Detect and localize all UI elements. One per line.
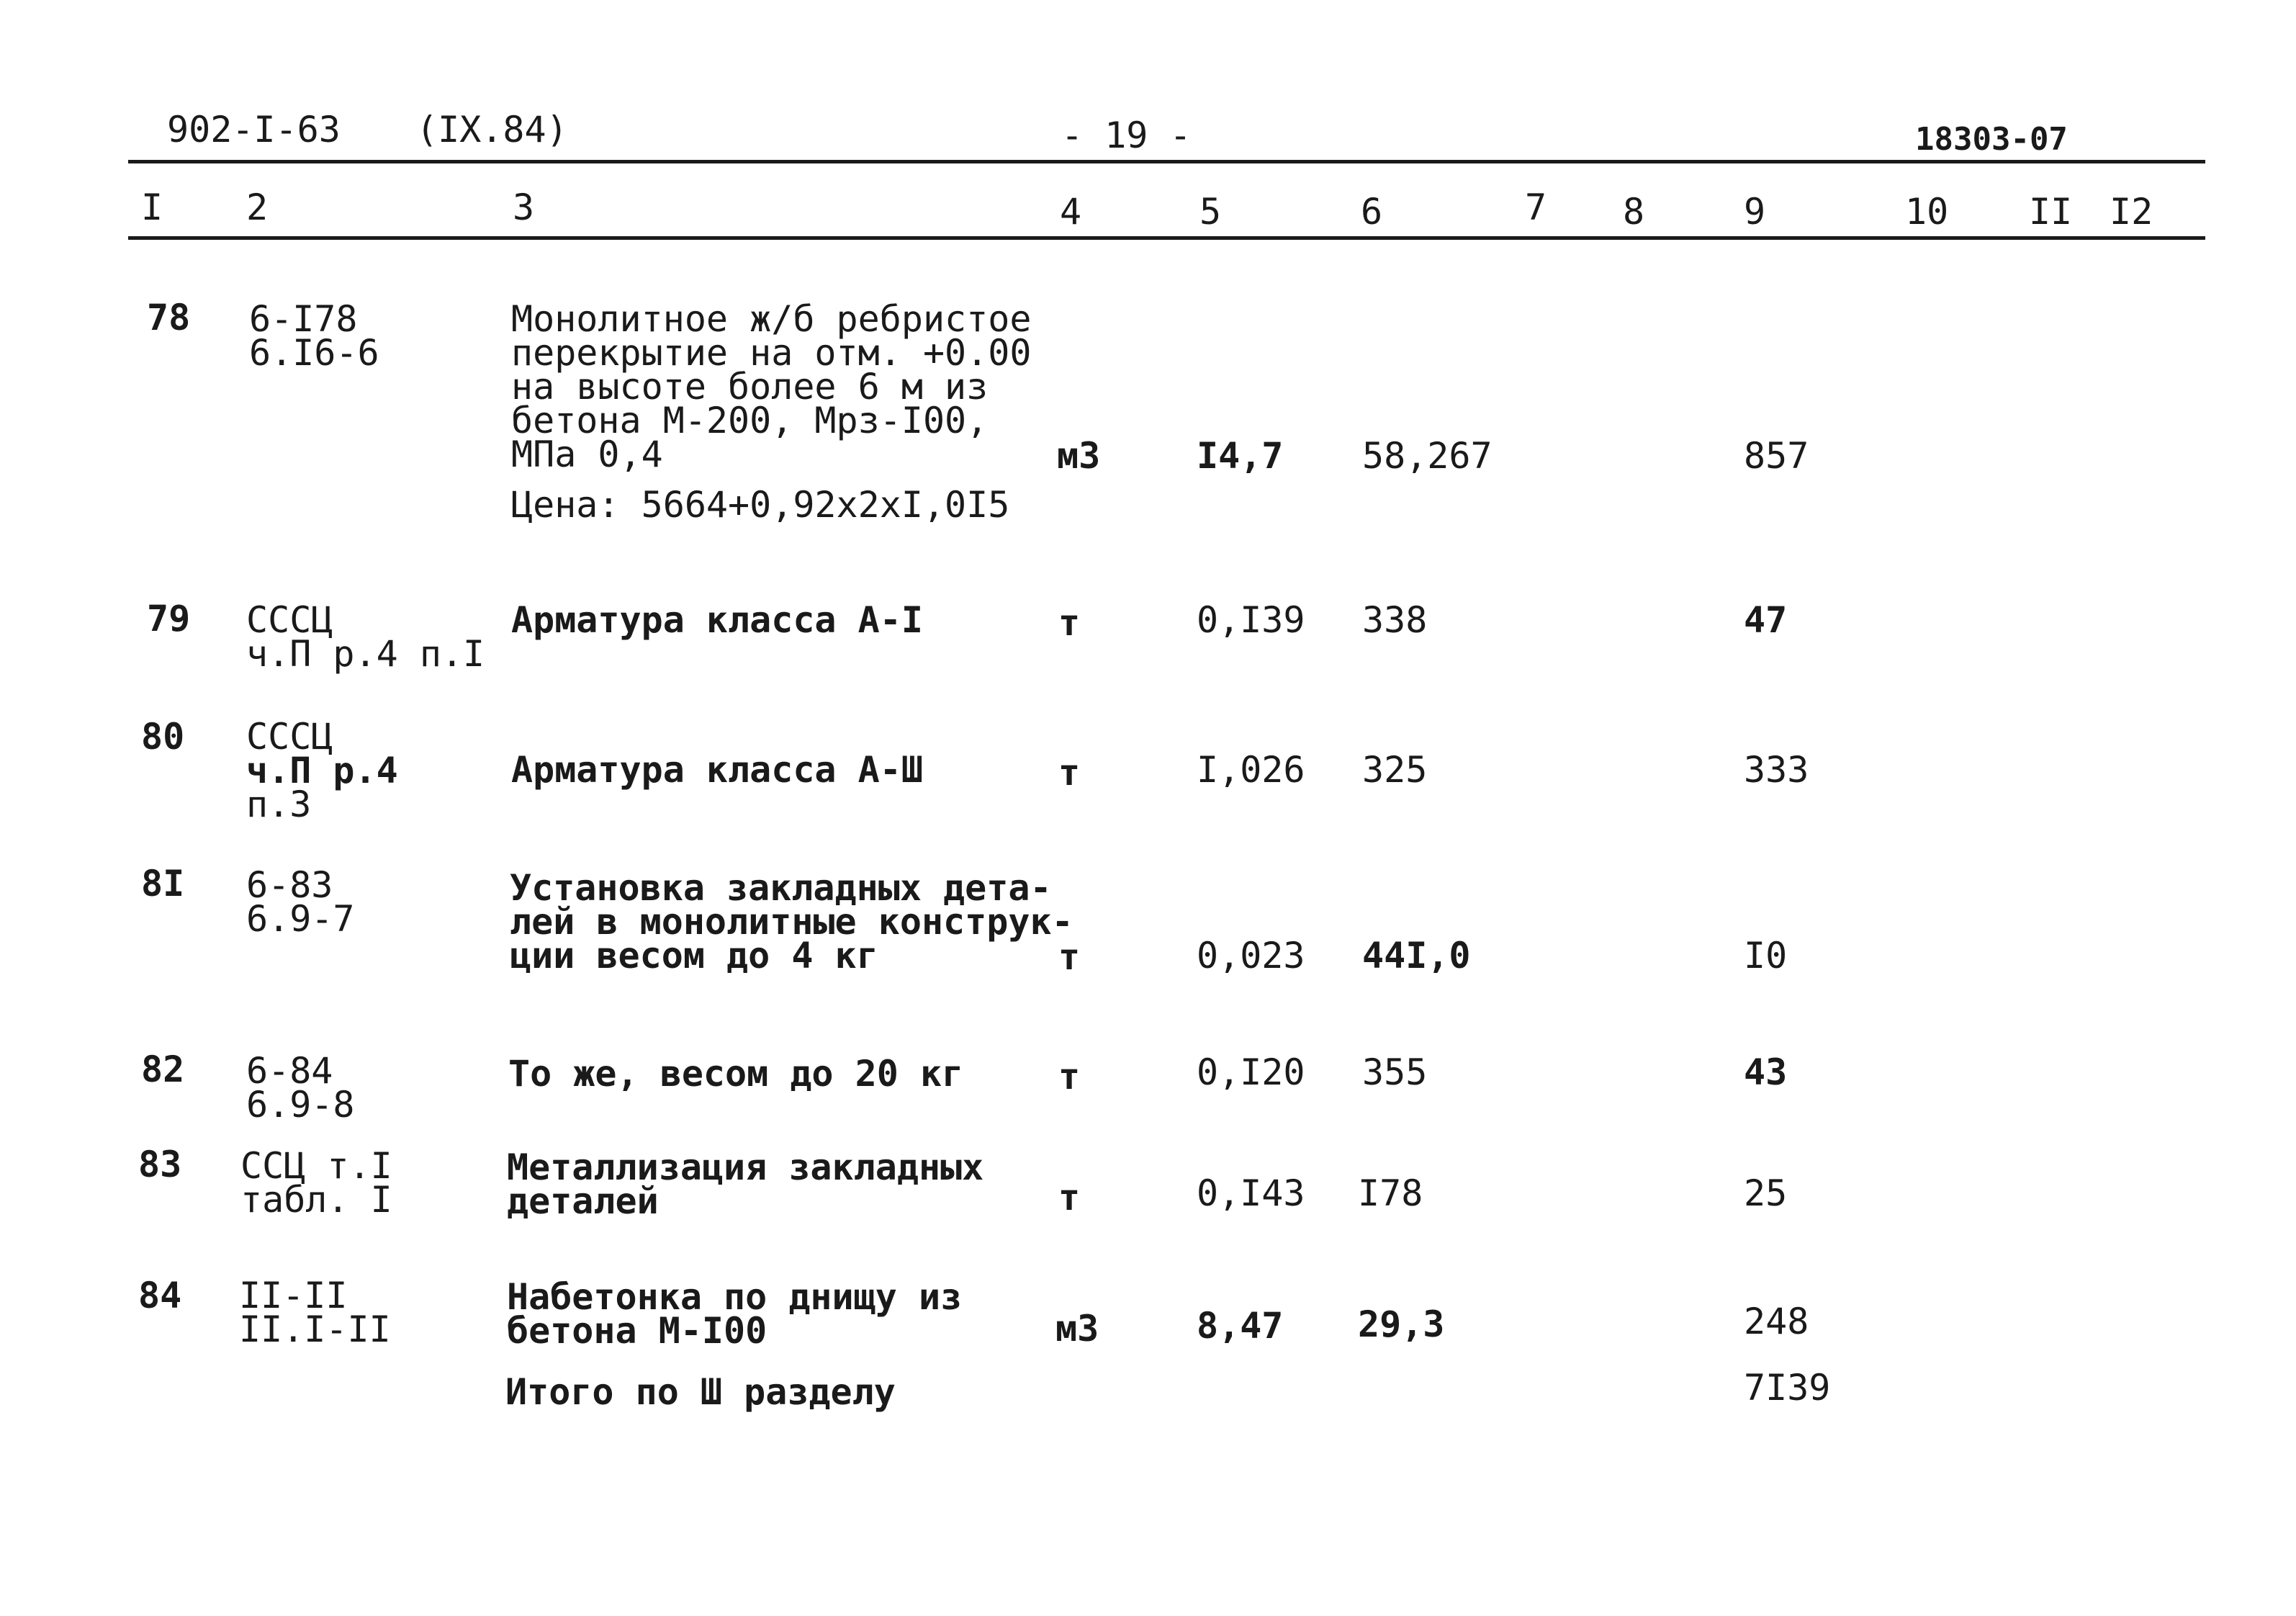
row-unit: т bbox=[1058, 1056, 1081, 1097]
row-price: 355 bbox=[1362, 1051, 1428, 1093]
row-quantity: 8,47 bbox=[1197, 1305, 1284, 1347]
row-quantity: 0,023 bbox=[1197, 935, 1305, 977]
row-code: ССЦ т.I табл. I bbox=[240, 1145, 392, 1221]
section-total-label: Итого по Ш разделу bbox=[505, 1371, 896, 1413]
row-quantity: 0,I20 bbox=[1197, 1051, 1305, 1093]
column-number-11: II bbox=[2029, 191, 2073, 233]
row-description: Установка закладных дета- лей в монолитные конструк- ции весом до 4 кг bbox=[510, 867, 1073, 977]
row-total: 333 bbox=[1744, 749, 1809, 791]
row-unit: м3 bbox=[1057, 435, 1101, 477]
row-description: Металлизация закладных деталей bbox=[507, 1146, 984, 1222]
column-number-10: 10 bbox=[1905, 191, 1949, 233]
row-unit: т bbox=[1058, 936, 1081, 978]
row-unit: т bbox=[1058, 1177, 1081, 1218]
document-code: 902-I-63 bbox=[167, 109, 341, 151]
column-number-6: 6 bbox=[1361, 191, 1383, 233]
column-number-7: 7 bbox=[1525, 187, 1547, 228]
row-code: СССЦ ч.П р.4 п.I bbox=[246, 599, 485, 675]
column-number-2: 2 bbox=[246, 187, 269, 228]
header-rule-bottom bbox=[128, 236, 2205, 240]
document-date: (IX.84) bbox=[416, 109, 568, 151]
row-number: 82 bbox=[141, 1049, 185, 1090]
header-rule-top bbox=[128, 160, 2205, 163]
row-code: 6-83 6.9-7 bbox=[246, 864, 355, 940]
column-number-8: 8 bbox=[1623, 191, 1645, 233]
column-number-4: 4 bbox=[1060, 191, 1082, 233]
column-number-1: I bbox=[141, 187, 163, 228]
row-description: То же, весом до 20 кг bbox=[508, 1053, 964, 1095]
row-total: I0 bbox=[1744, 935, 1788, 977]
row-unit: т bbox=[1058, 602, 1081, 644]
column-number-5: 5 bbox=[1199, 191, 1222, 233]
row-unit: м3 bbox=[1055, 1308, 1099, 1350]
row-total: 47 bbox=[1744, 599, 1788, 641]
row-code: 6-84 6.9-8 bbox=[246, 1050, 355, 1126]
row-quantity: 0,I39 bbox=[1197, 599, 1305, 641]
row-total: 43 bbox=[1744, 1051, 1788, 1093]
row-code: 6-I78 6.I6-6 bbox=[249, 298, 379, 374]
row-total: 248 bbox=[1744, 1301, 1809, 1342]
row-number: 78 bbox=[147, 297, 191, 338]
page-number: - 19 - bbox=[1061, 115, 1192, 156]
row-quantity: I,026 bbox=[1197, 749, 1305, 791]
row-number: 84 bbox=[138, 1275, 182, 1316]
row-total: 25 bbox=[1744, 1172, 1788, 1214]
row-price: 58,267 bbox=[1362, 435, 1493, 477]
row-price: 44I,0 bbox=[1362, 935, 1471, 977]
row-quantity: I4,7 bbox=[1197, 435, 1284, 477]
row-number: 80 bbox=[141, 716, 185, 758]
column-number-3: 3 bbox=[513, 187, 535, 228]
row-total: 857 bbox=[1744, 435, 1809, 477]
column-number-12: I2 bbox=[2110, 191, 2153, 233]
row-price: 338 bbox=[1362, 599, 1428, 641]
row-description: Монолитное ж/б ребристое перекрытие на отм. +0.00 на высоте более 6 м из бетона М-200, Мрз-I00, МПа 0,4 bbox=[511, 298, 1032, 475]
row-number: 83 bbox=[138, 1144, 182, 1185]
row-price: I78 bbox=[1358, 1172, 1423, 1214]
row-quantity: 0,I43 bbox=[1197, 1172, 1305, 1214]
sheet-code: 18303-07 bbox=[1915, 121, 2068, 158]
row-price: 325 bbox=[1362, 749, 1428, 791]
row-price-note: Цена: 5664+0,92x2xI,0I5 bbox=[511, 484, 1010, 526]
row-price: 29,3 bbox=[1358, 1303, 1445, 1345]
row-unit: т bbox=[1058, 752, 1081, 794]
column-number-9: 9 bbox=[1744, 191, 1766, 233]
section-total-value: 7I39 bbox=[1744, 1367, 1831, 1409]
row-description: Арматура класса А-Ш bbox=[511, 749, 923, 791]
row-description: Арматура класса А-I bbox=[511, 599, 923, 641]
row-code: II-II II.I-II bbox=[239, 1275, 391, 1350]
row-number: 79 bbox=[147, 598, 191, 639]
row-number: 8I bbox=[141, 863, 185, 904]
row-code: СССЦ ч.П р.4 п.3 bbox=[246, 716, 398, 825]
row-description: Набетонка по днищу из бетона М-I00 bbox=[507, 1276, 963, 1352]
